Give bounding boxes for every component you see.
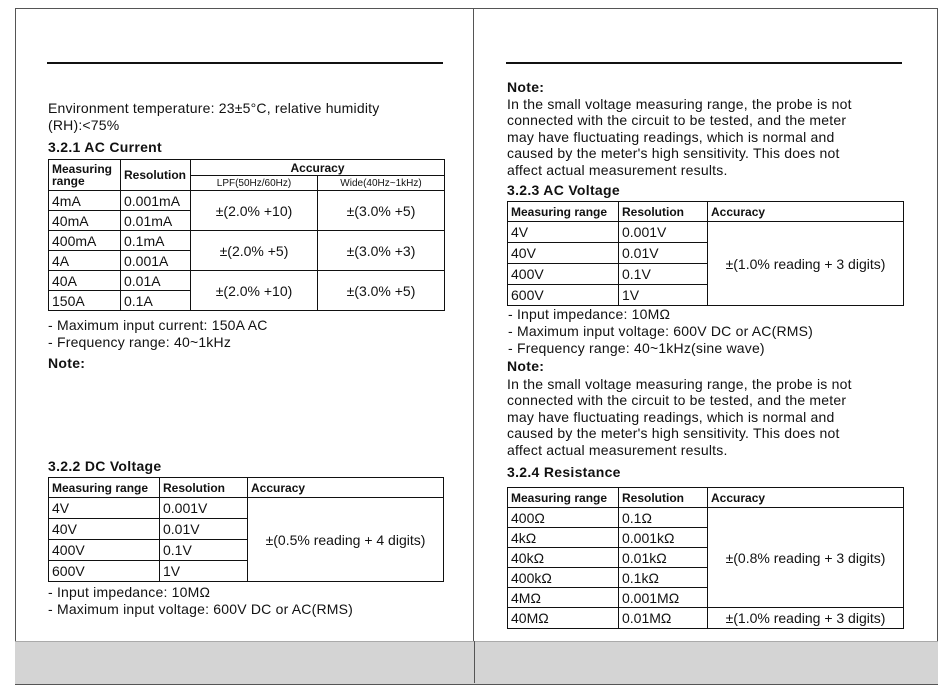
measuring-header-line2: range	[52, 174, 85, 188]
resistance-resolution-header: Resolution	[619, 488, 708, 508]
table-cell-lpf-accuracy: ±(2.0% +10)	[191, 271, 318, 311]
ac-voltage-accuracy-header: Accuracy	[708, 202, 904, 222]
table-cell-resolution: 0.001mA	[121, 191, 191, 211]
wide-subheader: Wide(40Hz~1kHz)	[318, 176, 445, 191]
resistance-accuracy-last-cell: ±(1.0% reading + 3 digits)	[708, 608, 904, 629]
table-cell-range: 4MΩ	[508, 588, 619, 608]
table-cell-resolution: 0.1mA	[121, 231, 191, 251]
table-cell-resolution: 0.01V	[160, 519, 248, 540]
table-cell-range: 40V	[49, 519, 160, 540]
table-cell-lpf-accuracy: ±(2.0% +10)	[191, 191, 318, 231]
dc-voltage-title: 3.2.2 DC Voltage	[48, 458, 162, 474]
table-cell-resolution: 0.01mA	[121, 211, 191, 231]
table-cell-range: 400V	[508, 264, 619, 285]
ac-voltage-title: 3.2.3 AC Voltage	[507, 182, 620, 198]
right-header-rule	[506, 62, 902, 64]
right-note2-line: affect actual measurement results.	[507, 442, 728, 458]
ac-current-table	[48, 159, 445, 311]
ac-voltage-resolution-header: Resolution	[619, 202, 708, 222]
right-note2-line: may have fluctuating readings, which is normal and	[507, 409, 835, 425]
table-cell-range: 40kΩ	[508, 548, 619, 568]
table-cell-range: 400kΩ	[508, 568, 619, 588]
right-note2-line: In the small voltage measuring range, the probe is not	[507, 376, 852, 392]
measuring-header-line1: Measuring	[52, 162, 113, 176]
table-cell-resolution: 1V	[619, 285, 708, 306]
ac-voltage-note-impedance: - Input impedance: 10MΩ	[508, 306, 671, 322]
dc-voltage-resolution-header: Resolution	[160, 478, 248, 498]
table-cell-resolution: 0.001V	[160, 498, 248, 519]
environment-text-line2: (RH):<75%	[48, 117, 120, 133]
ac-current-accuracy-header: Accuracy	[191, 160, 445, 176]
right-note2-line: caused by the meter's high sensitivity. This does not	[507, 425, 840, 441]
dc-voltage-accuracy-cell: ±(0.5% reading + 4 digits)	[248, 498, 444, 582]
ac-current-measuring-header	[49, 160, 121, 191]
ac-current-note-frequency: - Frequency range: 40~1kHz	[48, 334, 232, 350]
footer-divider	[474, 641, 475, 683]
table-cell-resolution: 0.01kΩ	[619, 548, 708, 568]
table-cell-resolution: 0.1kΩ	[619, 568, 708, 588]
resistance-accuracy-main-cell: ±(0.8% reading + 3 digits)	[708, 508, 904, 608]
left-header-rule	[47, 62, 443, 64]
table-cell-resolution: 0.001A	[121, 251, 191, 271]
table-cell-range: 40mA	[49, 211, 121, 231]
table-cell-resolution: 0.01MΩ	[619, 608, 708, 629]
ac-voltage-note-frequency: - Frequency range: 40~1kHz(sine wave)	[508, 340, 765, 356]
ac-voltage-measuring-header: Measuring range	[508, 202, 619, 222]
right-note1-line: affect actual measurement results.	[507, 162, 728, 178]
table-cell-resolution: 0.001MΩ	[619, 588, 708, 608]
table-cell-wide-accuracy: ±(3.0% +5)	[318, 191, 445, 231]
table-cell-resolution: 0.1V	[160, 540, 248, 561]
table-cell-resolution: 0.1V	[619, 264, 708, 285]
table-cell-range: 40A	[49, 271, 121, 291]
ac-current-resolution-header: Resolution	[121, 160, 191, 191]
resistance-measuring-header: Measuring range	[508, 488, 619, 508]
table-cell-resolution: 0.01V	[619, 243, 708, 264]
right-note1-line: may have fluctuating readings, which is normal and	[507, 129, 835, 145]
ac-voltage-accuracy-cell: ±(1.0% reading + 3 digits)	[708, 222, 904, 306]
table-cell-wide-accuracy: ±(3.0% +5)	[318, 271, 445, 311]
table-cell-range: 150A	[49, 291, 121, 311]
table-cell-range: 40MΩ	[508, 608, 619, 629]
resistance-title: 3.2.4 Resistance	[507, 464, 621, 480]
table-cell-range: 600V	[49, 561, 160, 582]
dc-voltage-note-max-voltage: - Maximum input voltage: 600V DC or AC(RMS)	[48, 601, 354, 617]
table-cell-range: 4V	[49, 498, 160, 519]
dc-voltage-accuracy-header: Accuracy	[248, 478, 444, 498]
table-cell-resolution: 0.01A	[121, 271, 191, 291]
table-cell-range: 400Ω	[508, 508, 619, 528]
right-note1-line: In the small voltage measuring range, the probe is not	[507, 96, 852, 112]
dc-voltage-table	[48, 477, 444, 582]
table-cell-range: 40V	[508, 243, 619, 264]
dc-voltage-note-impedance: - Input impedance: 10MΩ	[48, 584, 211, 600]
table-cell-range: 600V	[508, 285, 619, 306]
ac-voltage-note-max-voltage: - Maximum input voltage: 600V DC or AC(RMS)	[508, 323, 814, 339]
table-cell-resolution: 1V	[160, 561, 248, 582]
right-note1-line: connected with the circuit to be tested, and the meter	[507, 112, 847, 128]
resistance-accuracy-header: Accuracy	[708, 488, 904, 508]
environment-text-line1: Environment temperature: 23±5°C, relative humidity	[48, 100, 380, 116]
table-cell-range: 4kΩ	[508, 528, 619, 548]
table-cell-range: 4mA	[49, 191, 121, 211]
table-cell-lpf-accuracy: ±(2.0% +5)	[191, 231, 318, 271]
right-note1-line: caused by the meter's high sensitivity. This does not	[507, 145, 840, 161]
right-note2-label: Note:	[507, 358, 545, 374]
ac-voltage-table	[507, 201, 904, 306]
table-cell-resolution: 0.001kΩ	[619, 528, 708, 548]
resistance-table	[507, 487, 904, 629]
right-note2-line: connected with the circuit to be tested, and the meter	[507, 392, 847, 408]
lpf-subheader: LPF(50Hz/60Hz)	[191, 176, 318, 191]
table-cell-resolution: 0.1A	[121, 291, 191, 311]
table-cell-resolution: 0.1Ω	[619, 508, 708, 528]
right-note1-label: Note:	[507, 79, 545, 95]
table-cell-range: 400mA	[49, 231, 121, 251]
table-cell-wide-accuracy: ±(3.0% +3)	[318, 231, 445, 271]
ac-current-note-label: Note:	[48, 355, 86, 371]
dc-voltage-measuring-header: Measuring range	[49, 478, 160, 498]
table-cell-resolution: 0.001V	[619, 222, 708, 243]
table-cell-range: 4V	[508, 222, 619, 243]
table-cell-range: 400V	[49, 540, 160, 561]
ac-current-title: 3.2.1 AC Current	[48, 139, 162, 155]
ac-current-note-max-current: - Maximum input current: 150A AC	[48, 317, 268, 333]
table-cell-range: 4A	[49, 251, 121, 271]
page-footer-bar	[15, 641, 938, 685]
